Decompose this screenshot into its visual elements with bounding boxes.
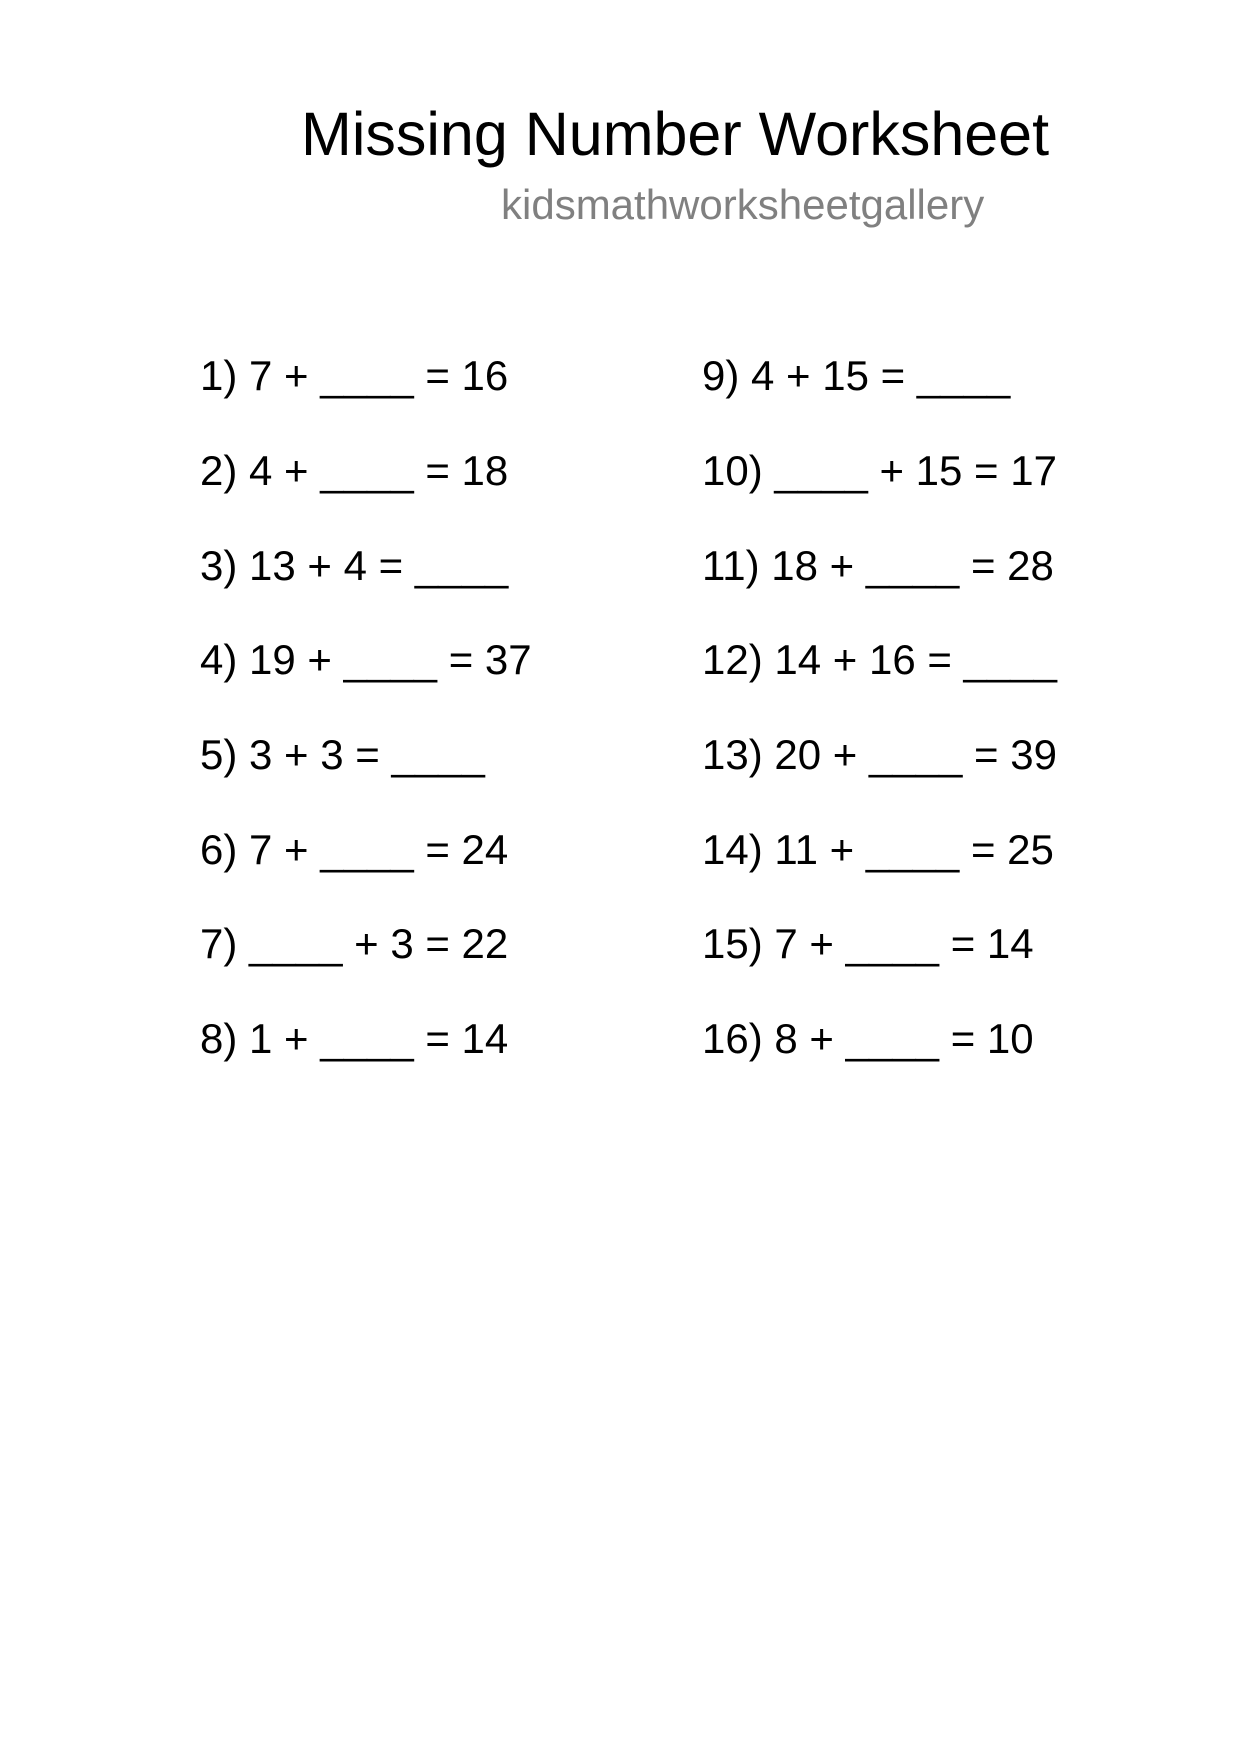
problem-10: 10) ____ + 15 = 17 <box>702 447 1057 494</box>
problem-13: 13) 20 + ____ = 39 <box>702 731 1057 778</box>
problem-8: 8) 1 + ____ = 14 <box>200 1015 509 1062</box>
problem-1: 1) 7 + ____ = 16 <box>200 352 509 399</box>
problem-11: 11) 18 + ____ = 28 <box>702 542 1054 589</box>
problem-15: 15) 7 + ____ = 14 <box>702 920 1034 967</box>
problem-16: 16) 8 + ____ = 10 <box>702 1015 1034 1062</box>
problem-6: 6) 7 + ____ = 24 <box>200 826 509 873</box>
problem-4: 4) 19 + ____ = 37 <box>200 636 532 683</box>
page-subtitle: kidsmathworksheetgallery <box>501 181 985 228</box>
problem-14: 14) 11 + ____ = 25 <box>702 826 1054 873</box>
page-title: Missing Number Worksheet <box>301 100 1050 168</box>
problem-5: 5) 3 + 3 = ____ <box>200 731 485 778</box>
problem-7: 7) ____ + 3 = 22 <box>200 920 509 967</box>
problem-2: 2) 4 + ____ = 18 <box>200 447 509 494</box>
problem-3: 3) 13 + 4 = ____ <box>200 542 509 589</box>
problem-9: 9) 4 + 15 = ____ <box>702 352 1011 399</box>
problem-12: 12) 14 + 16 = ____ <box>702 636 1057 683</box>
